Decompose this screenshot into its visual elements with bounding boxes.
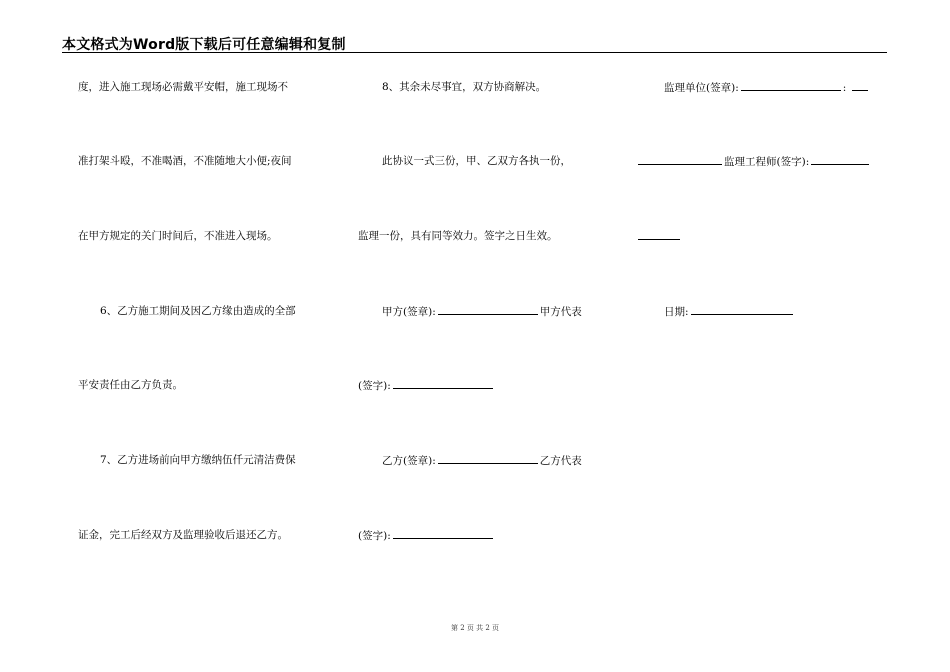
col2-line-3: 监理一份，具有同等效力。签字之日生效。 xyxy=(358,230,558,242)
col1-line-3: 在甲方规定的关门时间后，不准进入现场。 xyxy=(78,230,278,242)
party-a-rep-signature-line xyxy=(358,378,495,393)
document-header-title: 本文格式为Word版下载后可任意编辑和复制 xyxy=(62,37,346,53)
party-a-rep-label: 甲方代表 xyxy=(539,306,582,318)
col1-line-2: 准打架斗殴，不准喝酒，不准随地大小便;夜间 xyxy=(78,155,292,167)
col1-line-6: 7、乙方进场前向甲方缴纳伍仟元清洁费保 xyxy=(100,454,296,466)
supervisor-engineer-line xyxy=(638,154,871,169)
date-label: 日期: xyxy=(664,306,689,318)
col2-line-1: 8、其余未尽事宜，双方协商解决。 xyxy=(382,81,547,93)
header-rule xyxy=(62,52,887,53)
col1-line-1: 度，进入施工现场必需戴平安帽，施工现场不 xyxy=(78,81,288,93)
supervisor-unit-blank-2 xyxy=(852,80,868,91)
page-number-footer: 第 2 页 共 2 页 xyxy=(450,624,500,632)
col1-line-7: 证金，完工后经双方及监理验收后退还乙方。 xyxy=(78,529,288,541)
supervisor-engineer-leading-blank xyxy=(638,154,722,165)
party-a-seal-label: 甲方(签章): xyxy=(382,306,436,318)
party-a-seal-blank xyxy=(438,304,538,315)
supervisor-unit-line xyxy=(664,80,870,95)
party-b-sign-blank xyxy=(393,528,493,539)
date-blank xyxy=(691,304,793,315)
supervisor-engineer-blank xyxy=(811,154,869,165)
col1-line-4: 6、乙方施工期间及因乙方缘由造成的全部 xyxy=(100,305,296,317)
party-a-sign-blank xyxy=(393,378,493,389)
party-b-seal-blank xyxy=(438,453,538,464)
party-a-signature-line xyxy=(382,304,582,319)
supervisor-continuation-blank xyxy=(638,229,680,240)
supervisor-engineer-label: 监理工程师(签字): xyxy=(724,156,810,168)
supervisor-continuation-line xyxy=(638,229,682,244)
supervisor-unit-label: 监理单位(签章): xyxy=(664,82,739,94)
party-b-rep-label: 乙方代表 xyxy=(539,455,582,467)
party-b-rep-signature-line xyxy=(358,528,495,543)
party-b-seal-label: 乙方(签章): xyxy=(382,455,436,467)
supervisor-unit-blank xyxy=(741,80,841,91)
party-a-sign-label: (签字): xyxy=(358,380,391,392)
col2-line-2: 此协议一式三份，甲、乙双方各执一份， xyxy=(382,155,571,167)
party-b-signature-line xyxy=(382,453,582,468)
supervisor-unit-colon: : xyxy=(842,82,847,94)
date-line xyxy=(664,304,795,319)
col1-line-5: 平安责任由乙方负责。 xyxy=(78,379,183,391)
party-b-sign-label: (签字): xyxy=(358,530,391,542)
